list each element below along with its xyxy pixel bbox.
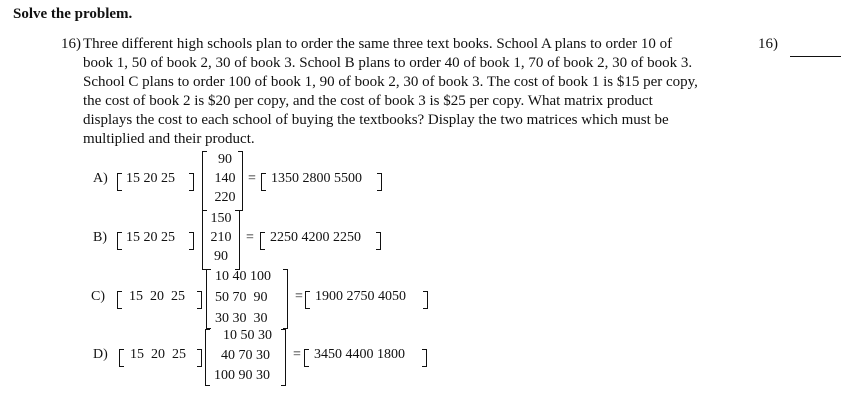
option-d-equals: = [293, 347, 301, 362]
question-line-5: displays the cost to each school of buying the textbooks? Display the two matrices which must be [83, 112, 669, 128]
option-c-label: C) [91, 289, 105, 304]
option-d-result: 3450 4400 1800 [314, 347, 405, 362]
option-a-row-bracket-right [189, 173, 194, 191]
option-a-result: 1350 2800 5500 [271, 171, 362, 186]
option-a-col-cell: 140 [214, 171, 236, 186]
option-b-col-cell: 150 [210, 211, 232, 226]
option-d-matrix-bracket-left [205, 329, 210, 386]
option-d-row-bracket-right [197, 349, 202, 367]
option-c-row-bracket-left [117, 291, 122, 309]
option-c-row-vector: 15 20 25 [129, 289, 185, 304]
option-c-matrix-row: 50 70 90 [215, 290, 268, 305]
option-a-col-bracket-right [238, 151, 243, 211]
option-c-result-bracket-right [423, 291, 428, 309]
option-b-row-bracket-left [117, 232, 122, 250]
option-a-row-bracket-left [117, 173, 122, 191]
option-c-matrix-row: 30 30 30 [215, 311, 268, 326]
option-b-col-cell: 90 [214, 249, 228, 264]
option-a-col-cell: 220 [214, 190, 236, 205]
option-d-matrix-bracket-right [281, 329, 286, 386]
option-b-row-bracket-right [189, 232, 194, 250]
option-a-col-cell: 90 [218, 152, 232, 167]
option-d-label: D) [93, 347, 108, 362]
option-d-row-bracket-left [119, 349, 124, 367]
option-b-label: B) [93, 230, 107, 245]
option-b-row-vector: 15 20 25 [126, 230, 175, 245]
option-d-matrix-row: 10 50 30 [223, 328, 272, 343]
answer-blank[interactable] [790, 56, 841, 57]
option-b-equals: = [246, 230, 254, 245]
option-a-equals: = [248, 171, 256, 186]
option-a-col-bracket-left [202, 151, 207, 211]
option-b-col-cell: 210 [210, 230, 232, 245]
option-b-col-bracket-right [235, 210, 240, 270]
option-d-matrix-row: 40 70 30 [221, 348, 270, 363]
question-line-6: multiplied and their product. [83, 131, 255, 147]
option-b-result-bracket-left [260, 232, 265, 250]
option-d-result-bracket-left [304, 349, 309, 367]
question-line-3: School C plans to order 100 of book 1, 90 of book 2, 30 of book 3. The cost of book 1 is $15 per copy, [83, 74, 698, 90]
option-a-label: A) [93, 171, 108, 186]
option-a-result-bracket-left [261, 173, 266, 191]
option-c-row-bracket-right [197, 291, 202, 309]
option-c-matrix-row: 10 40 100 [215, 269, 271, 284]
question-line-4: the cost of book 2 is $20 per copy, and the cost of book 3 is $25 per copy. What matrix product [83, 93, 653, 109]
option-d-matrix-row: 100 90 30 [214, 368, 270, 383]
question-number: 16) [61, 36, 81, 52]
option-b-result-bracket-right [376, 232, 381, 250]
option-a-result-bracket-right [377, 173, 382, 191]
answer-number: 16) [758, 36, 778, 52]
option-c-equals: = [295, 289, 303, 304]
option-d-result-bracket-right [422, 349, 427, 367]
question-line-2: book 1, 50 of book 2, 30 of book 3. School B plans to order 40 of book 1, 70 of book 2, 30 of book 3. [83, 55, 693, 71]
option-b-result: 2250 4200 2250 [270, 230, 361, 245]
option-c-result-bracket-left [305, 291, 310, 309]
option-c-matrix-bracket-left [206, 269, 211, 329]
option-c-result: 1900 2750 4050 [315, 289, 406, 304]
section-heading: Solve the problem. [13, 6, 133, 22]
option-d-row-vector: 15 20 25 [130, 347, 186, 362]
option-a-row-vector: 15 20 25 [126, 171, 175, 186]
option-c-matrix-bracket-right [283, 269, 288, 329]
question-line-1: Three different high schools plan to order the same three text books. School A plans to order 10 of [83, 36, 673, 52]
